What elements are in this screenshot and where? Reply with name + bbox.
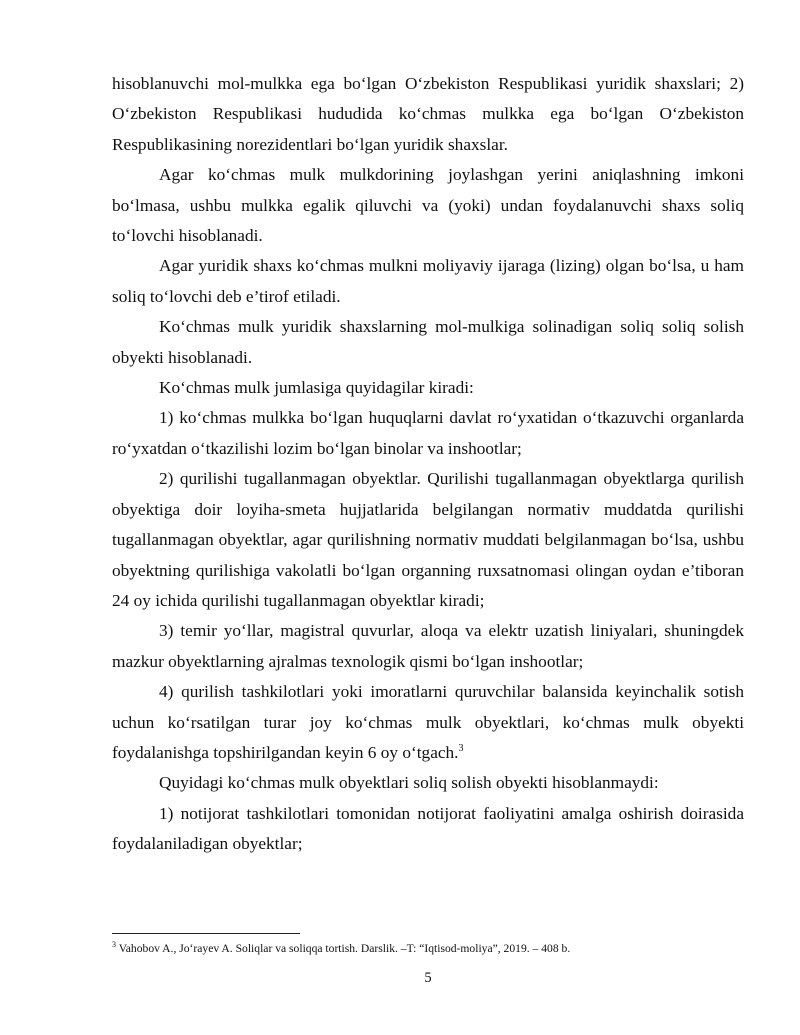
body-text (112, 69, 744, 860)
list-item-buildings: 1) ko‘chmas mulkka bo‘lgan huquqlarni davlat ro‘yxatidan o‘tkazuvchi organlarda ro‘yxatdan o‘tkazilishi lozim bo‘lgan binolar va inshootlar; (112, 408, 744, 458)
paragraph-exemptions-intro: Quyidagi ko‘chmas mulk obyektlari soliq solish obyekti hisoblanmaydi: (159, 773, 659, 793)
list-item-housing-for-sale (112, 677, 744, 768)
list-item-housing-text: 4) qurilish tashkilotlari yoki imoratlarni quruvchilar balansida keyinchalik sotish uchun ko‘rsatilgan turar joy ko‘chmas mulk obyektlari, ko‘chmas mulk obyekti foydalanishga topshirilgandan keyin 6 oy o‘tgach. (112, 682, 744, 762)
list-item-railways-pipelines: 3) temir yo‘llar, magistral quvurlar, aloqa va elektr uzatish liniyalari, shuningdek mazkur obyektlarning ajralmas texnologik qismi bo‘lgan inshootlar; (112, 621, 744, 671)
paragraph-list-intro: Ko‘chmas mulk jumlasiga quyidagilar kiradi: (159, 378, 474, 398)
list-item-unfinished-construction: 2) qurilishi tugallanmagan obyektlar. Qurilishi tugallanmagan obyektlarga qurilish obyektiga doir loyiha-smeta hujjatlarida belgilangan normativ muddatda qurilishi tugallanmagan obyektlar, agar qurilishning normativ muddati belgilanmagan bo‘lsa, ushbu obyektning qurilishiga vakolatli bo‘lgan organning ruxsatnomasi olingan oydan e’tiboran 24 oy ichida qurilishi tugallanmagan obyektlar kiradi; (112, 469, 744, 610)
footnote-reference[interactable]: 3 (458, 743, 464, 755)
footnote-number: 3 (112, 940, 116, 950)
page-number: 5 (424, 970, 432, 986)
list-item-nonprofit-objects: 1) notijorat tashkilotlari tomonidan notijorat faoliyatini amalga oshirish doirasida foydalaniladigan obyektlar; (112, 803, 744, 854)
paragraph-taxpayer-unknown-owner: Agar ko‘chmas mulk mulkdorining joylashgan yerini aniqlashning imkoni bo‘lmasa, ushbu mulkka egalik qiluvchi va (yoki) undan foydalanuvchi shaxs soliq to‘lovchi hisoblanadi. (112, 165, 744, 246)
paragraph-taxation-object: Ko‘chmas mulk yuridik shaxslarning mol-mulkiga solinadigan soliq soliq solish obyekti hisoblanadi. (112, 317, 744, 367)
footnote (112, 942, 752, 956)
paragraph-continuation: hisoblanuvchi mol-mulkka ega bo‘lgan O‘zbekiston Respublikasi yuridik shaxslari; 2) O‘zbekiston Respublikasi hududida ko‘chmas mulkka ega bo‘lgan O‘zbekiston Respublikasining norezidentlari bo‘lgan yuridik shaxslar. (112, 74, 744, 154)
paragraph-leasing: Agar yuridik shaxs ko‘chmas mulkni moliyaviy ijaraga (lizing) olgan bo‘lsa, u ham soliq to‘lovchi deb e’tirof etiladi. (112, 256, 744, 306)
footnote-text: Vahobov A., Jo‘rayev A. Soliqlar va soliqqa tortish. Darslik. –T: “Iqtisod-moliya”, 2019. – 408 b. (118, 942, 571, 955)
footnote-separator (112, 933, 300, 934)
